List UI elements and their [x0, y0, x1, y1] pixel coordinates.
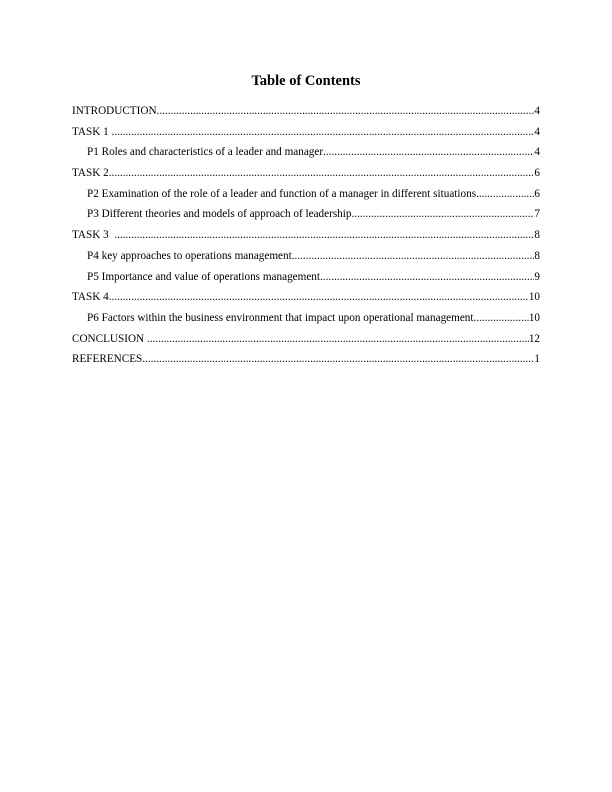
toc-entry-label: TASK 2: [72, 167, 109, 180]
toc-dot-leader: [157, 101, 535, 122]
toc-entry-label: P1 Roles and characteristics of a leader and manager: [87, 146, 324, 159]
toc-entry-introduction[interactable]: [72, 101, 540, 122]
toc-entry-task-4[interactable]: [72, 287, 540, 308]
toc-entry-label: P4 key approaches to operations management: [87, 249, 292, 262]
toc-entry-label: P3 Different theories and models of approach of leadership: [87, 208, 352, 221]
toc-page-number: 1: [534, 353, 540, 366]
toc-list: [72, 101, 540, 370]
toc-dot-leader: [142, 349, 534, 370]
toc-page-number: 4: [534, 105, 540, 117]
toc-page-number: 10: [528, 311, 540, 324]
toc-entry-p4[interactable]: [72, 246, 540, 267]
toc-dot-leader: [351, 204, 534, 225]
toc-dot-leader: [320, 267, 534, 288]
toc-entry-p1[interactable]: [72, 142, 540, 163]
toc-dot-leader: [109, 287, 529, 308]
toc-entry-p2[interactable]: [72, 184, 540, 205]
toc-entry-label: INTRODUCTION: [72, 105, 157, 117]
toc-page-number: 8: [534, 249, 540, 262]
toc-entry-p5[interactable]: [72, 267, 540, 288]
toc-page-number: 4: [534, 125, 540, 138]
toc-dot-leader: [114, 225, 534, 246]
toc-dot-leader: [474, 308, 529, 329]
toc-entry-label: REFERENCES: [72, 353, 143, 366]
toc-dot-leader: [323, 142, 534, 163]
toc-dot-leader: [292, 246, 535, 267]
toc-entry-label: TASK 1: [72, 125, 112, 138]
toc-dot-leader: [147, 329, 529, 350]
toc-page-number: 4: [534, 146, 540, 159]
toc-page-number: 9: [534, 270, 540, 283]
toc-entry-label: P6 Factors within the business environment that impact upon operational management: [87, 311, 474, 324]
toc-entry-label: TASK 3: [72, 229, 115, 242]
toc-page-number: 6: [534, 167, 540, 180]
toc-page-number: 6: [534, 187, 540, 200]
toc-entry-p3[interactable]: [72, 204, 540, 225]
toc-entry-label: CONCLUSION: [72, 332, 147, 345]
toc-entry-label: P5 Importance and value of operations management: [87, 270, 320, 283]
toc-dot-leader: [109, 163, 535, 184]
toc-dot-leader: [476, 184, 534, 205]
toc-entry-conclusion[interactable]: [72, 329, 540, 350]
toc-page-number: 8: [534, 229, 540, 242]
toc-title: Table of Contents: [251, 73, 361, 89]
toc-entry-references[interactable]: [72, 349, 540, 370]
toc-entry-task-1[interactable]: [72, 122, 540, 143]
toc-entry-label: P2 Examination of the role of a leader and function of a manager in different situations: [87, 187, 477, 200]
toc-page-number: 12: [528, 332, 540, 345]
toc-page-number: 10: [528, 291, 540, 304]
toc-entry-task-3[interactable]: [72, 225, 540, 246]
toc-entry-task-2[interactable]: [72, 163, 540, 184]
toc-entry-p6[interactable]: [72, 308, 540, 329]
toc-page-number: 7: [534, 208, 540, 221]
toc-entry-label: TASK 4: [72, 291, 109, 304]
toc-dot-leader: [112, 122, 535, 143]
